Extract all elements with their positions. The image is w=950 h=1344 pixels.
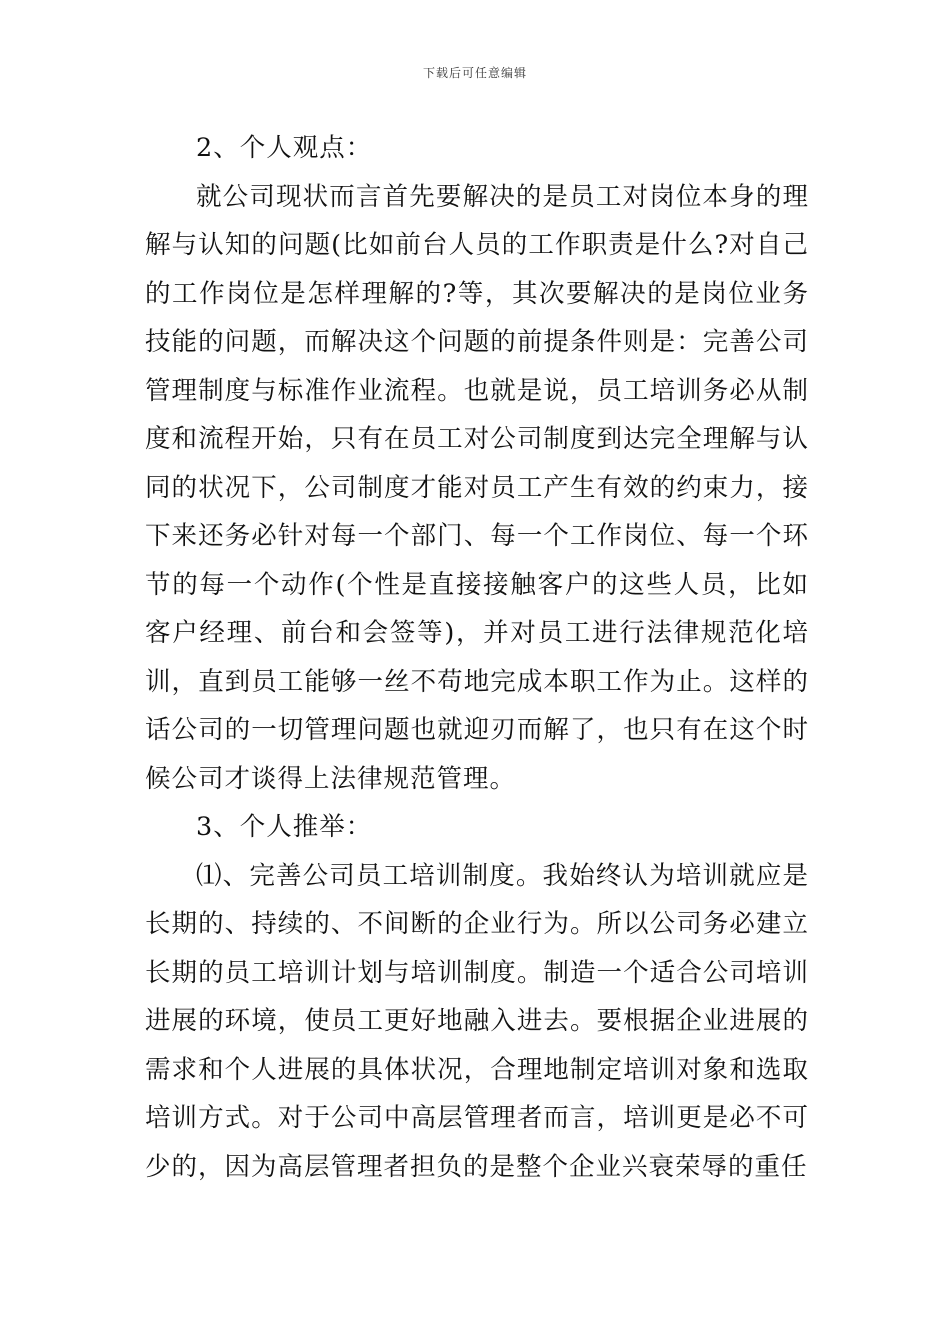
section-3-heading: 3、个人推举： <box>196 812 373 842</box>
section-2-paragraph: 就公司现状而言首先要解决的是员工对岗位本身的理解与认知的问题(比如前台人员的工作职责是什么?对自己的工作岗位是怎样理解的?等，其次要解决的是岗位业务技能的问题，而解决这个问题的前提条件则是：完善公司管理制度与标准作业流程。也就是说，员工培训务必从制度和流程开始，只有在员工对公司制度到达完全理解与认同的状况下，公司制度才能对员工产生有效的约束力，接下来还务必针对每一个部门、每一个工作岗位、每一个环节的每一个动作(个性是直接接触客户的这些人员，比如客户经理、前台和会签等)，并对员工进行法律规范化培训，直到员工能够一丝不苟地完成本职工作为止。这样的话公司的一切管理问题也就迎刃而解了，也只有在这个时候公司才谈得上法律规范管理。 <box>145 181 809 794</box>
section-3-paragraph: ⑴、完善公司员工培训制度。我始终认为培训就应是长期的、持续的、不间断的企业行为。所以公司务必建立长期的员工培训计划与培训制度。制造一个适合公司培训进展的环境，使员工更好地融入进去。要根据企业进展的需求和个人进展的具体状况，合理地制定培训对象和选取培训方式。对于公司中高层管理者而言，培训更是必不可少的，因为高层管理者担负的是整个企业兴衰荣辱的重任 <box>145 860 809 1182</box>
section-2-heading: 2、个人观点： <box>196 133 373 163</box>
header-note: 下载后可任意编辑 <box>422 66 527 80</box>
document-body <box>145 124 809 1191</box>
